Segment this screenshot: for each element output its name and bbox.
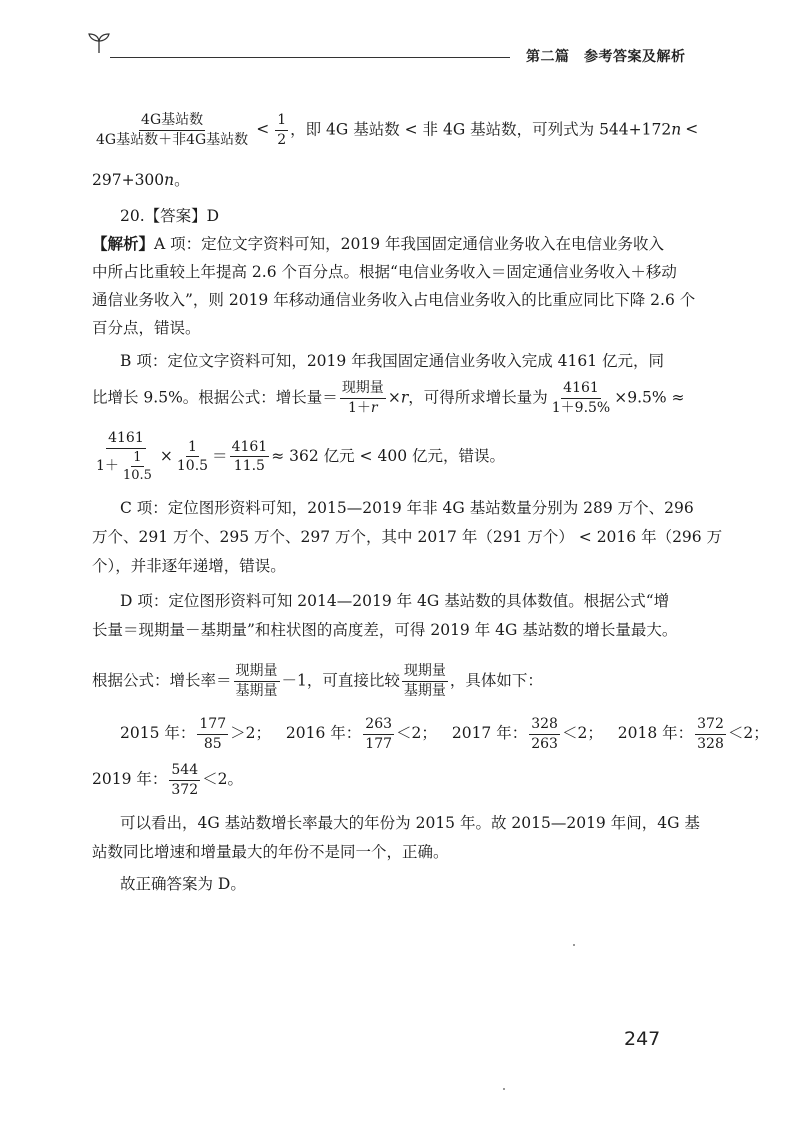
scan-speck — [573, 944, 575, 946]
continuation-line-1: $\frac{\text{4G基站数}}{\text{4G基站数＋非4G基站数}}$ < $\frac{1}{2}$ ，即 4G 基站数 < 非 4G 基站数，可列式为 544+172n < — [96, 112, 699, 148]
ratio-line-2 — [92, 762, 243, 799]
ratio-2016: 2016 年： $\frac{263}{177}$ ＜2； — [285, 716, 437, 752]
fraction-inner: $\frac{1}{10.5}$ — [122, 449, 152, 484]
option-c-line-1: C 项：定位图形资料可知，2015—2019 年非 4G 基站数量分别为 289 万个、296 — [120, 499, 694, 517]
header-rule — [110, 57, 510, 58]
option-c-line-3: 个），并非逐年递增，错误。 — [92, 557, 286, 575]
section-title: 第二篇 参考答案及解析 — [526, 49, 686, 65]
option-b-line-1: B 项：定位文字资料可知，2019 年我国固定通信业务收入完成 4161 亿元，同 — [120, 352, 664, 370]
ratio-2017: 2017 年： $\frac{328}{263}$ ＜2； — [451, 716, 603, 752]
fraction-4161-over-growth: $\frac{4161}{1+9.5\%}$ — [551, 380, 611, 416]
option-a-line-4: 百分点，错误。 — [92, 319, 201, 337]
conclusion-line-1: 可以看出，4G 基站数增长率最大的年份为 2015 年。故 2015—2019 年间，4G 基 — [120, 814, 700, 832]
continuation-line-2: 297+300n。 — [92, 171, 190, 189]
ratio-2017-fraction: $\frac{328}{263}$ — [531, 716, 558, 752]
option-a-line-3: 通信业务收入”，则 2019 年移动通信业务收入占电信业务收入的比重应同比下降 2.6 个 — [92, 291, 696, 309]
option-d-line-2: 长量＝现期量－基期量”和柱状图的高度差，可得 2019 年 4G 基站数的增长量最大。 — [92, 621, 678, 639]
answer-label: 20.【答案】D — [120, 207, 220, 225]
option-a-line-1: 【解析】A 项：定位文字资料可知，2019 年我国固定通信业务收入在电信业务收入 — [92, 234, 665, 253]
option-b-line-2: 比增长 9.5%。根据公式：增长量＝ $\frac{\text{现期量}}{1+r}$ ×r，可得所求增长量为 $\frac{4161}{1+9.5\%}$ ×9.5% ≈ — [92, 380, 685, 416]
fraction-half: $\frac{1}{2}$ — [277, 112, 287, 148]
scan-speck — [503, 1088, 505, 1090]
fraction-current-over-base: $\frac{\text{现期量}}{\text{基期量}}$ — [235, 663, 278, 699]
ratio-2015: 2015 年： $\frac{177}{85}$ ＞2； — [120, 716, 271, 752]
page-number: 247 — [624, 1028, 661, 1050]
option-d-line-1: D 项：定位图形资料可知 2014—2019 年 4G 基站数的具体数值。根据公式“增 — [120, 592, 670, 610]
ratio-line-1 — [120, 716, 769, 753]
ratio-2018: 2018 年： $\frac{372}{328}$ ＜2； — [617, 716, 769, 752]
option-d-line-3: 根据公式：增长率＝ $\frac{\text{现期量}}{\text{基期量}}$ －1，可直接比较 $\frac{\text{现期量}}{\text{基期量}}$ ，具体如下： — [92, 663, 543, 699]
fraction-4161-over-11-5: $\frac{4161}{11.5}$ — [231, 438, 268, 475]
fraction-compound: 4161 1＋ $\frac{1}{10.5}$ — [96, 430, 152, 484]
analysis-label: 【解析】 — [92, 234, 155, 253]
final-answer: 故正确答案为 D。 — [120, 875, 246, 893]
ratio-2015-fraction: $\frac{177}{85}$ — [199, 716, 227, 752]
ratio-2016-fraction: $\frac{263}{177}$ — [365, 716, 393, 752]
option-b-line-3: 4161 1＋ $\frac{1}{10.5}$ × $\frac{1}{10.5}$ ＝ $\frac{4161}{11.5}$ ≈ 362 亿元 < 400 亿元，错误。 — [96, 430, 505, 484]
sprout-icon — [86, 32, 112, 54]
fraction-4g-share: $\frac{\text{4G基站数}}{\text{4G基站数＋非4G基站数}}$ — [96, 112, 249, 148]
conclusion-line-2: 站数同比增速和增量最大的年份不是同一个，正确。 — [92, 843, 449, 861]
fraction-current-over-base-2: $\frac{\text{现期量}}{\text{基期量}}$ — [403, 663, 446, 699]
ratio-2019: 2019 年： $\frac{544}{372}$ ＜2。 — [92, 762, 243, 798]
option-a-line-2: 中所占比重较上年提高 2.6 个百分点。根据“电信业务收入＝固定通信业务收入＋移动 — [92, 263, 677, 281]
fraction-one-over-10-5: $\frac{1}{10.5}$ — [176, 438, 209, 475]
option-c-line-2: 万个、291 万个、295 万个、297 万个，其中 2017 年（291 万个） < 2016 年（296 万 — [92, 528, 723, 546]
ratio-2019-fraction: $\frac{544}{372}$ — [171, 762, 199, 798]
fraction-growth-formula: $\frac{\text{现期量}}{1+r}$ — [341, 380, 384, 416]
ratio-2018-fraction: $\frac{372}{328}$ — [697, 716, 724, 752]
